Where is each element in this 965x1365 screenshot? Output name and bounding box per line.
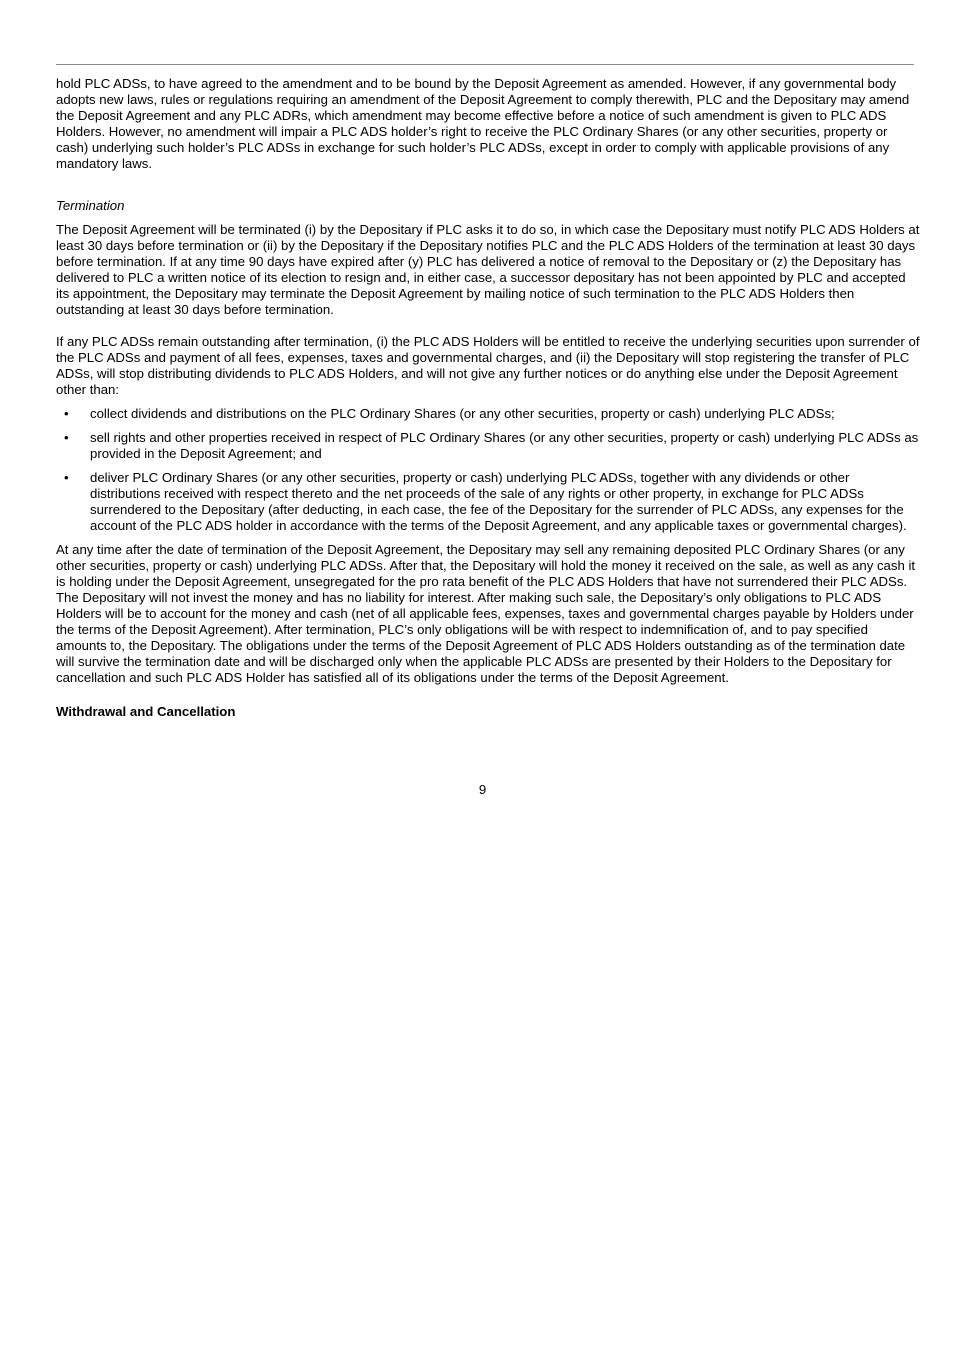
bullet-text: deliver PLC Ordinary Shares (or any other securities, property or cash) underlying PLC ADSs, together with any dividends or other distributions received with respect thereto and the net proceeds of the sale of any rights or other property, in exchange for PLC ADSs surrendered to the Depositary (after deducting, in each case, the fee of the Depositary for the surrender of PLC ADSs, any expenses for the account of the PLC ADS holder in accordance with the terms of the Deposit Agreement, and any applicable taxes or governmental charges).	[90, 470, 907, 533]
bullet-text: collect dividends and distributions on the PLC Ordinary Shares (or any other securities, property or cash) underlying PLC ADSs;	[90, 406, 835, 421]
bullet-icon: •	[64, 430, 69, 445]
section-spacer	[56, 188, 922, 198]
bullet-icon: •	[64, 470, 69, 485]
document-body	[56, 76, 922, 720]
termination-paragraph-1: The Deposit Agreement will be terminated (i) by the Depositary if PLC asks it to do so, in which case the Depositary must notify PLC ADS Holders at least 30 days before termination or (ii) by the Depositary if the Depositary notifies PLC and the PLC ADS Holders of the termination at least 30 days before termination. If at any time 90 days have expired after (y) PLC has delivered a notice of removal to the Depositary or (z) the Depositary has delivered to PLC a written notice of its election to resign and, in either case, a successor depositary has not been appointed by PLC and accepted its appointment, the Depositary may terminate the Deposit Agreement by mailing notice of such termination to the PLC ADS Holders then outstanding at least 30 days before termination.	[56, 222, 920, 317]
termination-paragraph-2: If any PLC ADSs remain outstanding after termination, (i) the PLC ADS Holders will be entitled to receive the underlying securities upon surrender of the PLC ADSs and payment of all fees, expenses, taxes and governmental charges, and (ii) the Depositary will stop registering the transfer of PLC ADSs, will stop distributing dividends to PLC ADS Holders, and will not give any further notices or do anything else under the Deposit Agreement other than:	[56, 334, 920, 397]
termination-bullet-list	[56, 406, 922, 534]
bullet-item-deliver-shares	[56, 470, 922, 534]
termination-heading: Termination	[56, 198, 125, 213]
bullet-text: sell rights and other properties received in respect of PLC Ordinary Shares (or any other securities, property or cash) underlying PLC ADSs as provided in the Deposit Agreement; and	[90, 430, 919, 461]
termination-paragraph-3: At any time after the date of termination of the Deposit Agreement, the Depositary may sell any remaining deposited PLC Ordinary Shares (or any other securities, property or cash) underlying PLC ADSs. After that, the Depositary will hold the money it received on the sale, as well as any cash it is holding under the Deposit Agreement, unsegregated for the pro rata benefit of the PLC ADS Holders that have not surrendered their PLC ADSs. The Depositary will not invest the money and has no liability for interest. After making such sale, the Depositary’s only obligations to PLC ADS Holders will be to account for the money and cash (net of all applicable fees, expenses, taxes and governmental charges payable by Holders under the terms of the Deposit Agreement). After termination, PLC’s only obligations will be with respect to indemnification of, and to pay specified amounts to, the Depositary. The obligations under the terms of the Deposit Agreement of PLC ADS Holders outstanding as of the termination date will survive the termination date and will be discharged only when the applicable PLC ADSs are presented by their Holders to the Depositary for cancellation and such PLC ADS Holder has satisfied all of its obligations under the terms of the Deposit Agreement.	[56, 542, 916, 685]
bullet-icon: •	[64, 406, 69, 421]
amendment-continuation-paragraph: hold PLC ADSs, to have agreed to the amendment and to be bound by the Deposit Agreement as amended. However, if any governmental body adopts new laws, rules or regulations requiring an amendment of the Deposit Agreement to comply therewith, PLC and the Depositary may amend the Deposit Agreement and any PLC ADRs, which amendment may become effective before a notice of such amendment is given to PLC ADS Holders. However, no amendment will impair a PLC ADS holder’s right to receive the PLC Ordinary Shares (or any other securities, property or cash) underlying such holder’s PLC ADSs in exchange for such holder’s PLC ADSs, except in order to comply with applicable provisions of any mandatory laws.	[56, 76, 910, 171]
header-rule	[56, 64, 914, 65]
bullet-item-sell-rights	[56, 430, 922, 462]
bullet-item-collect-dividends	[56, 406, 922, 422]
withdrawal-cancellation-heading: Withdrawal and Cancellation	[56, 704, 236, 719]
page-number: 9	[478, 782, 487, 797]
